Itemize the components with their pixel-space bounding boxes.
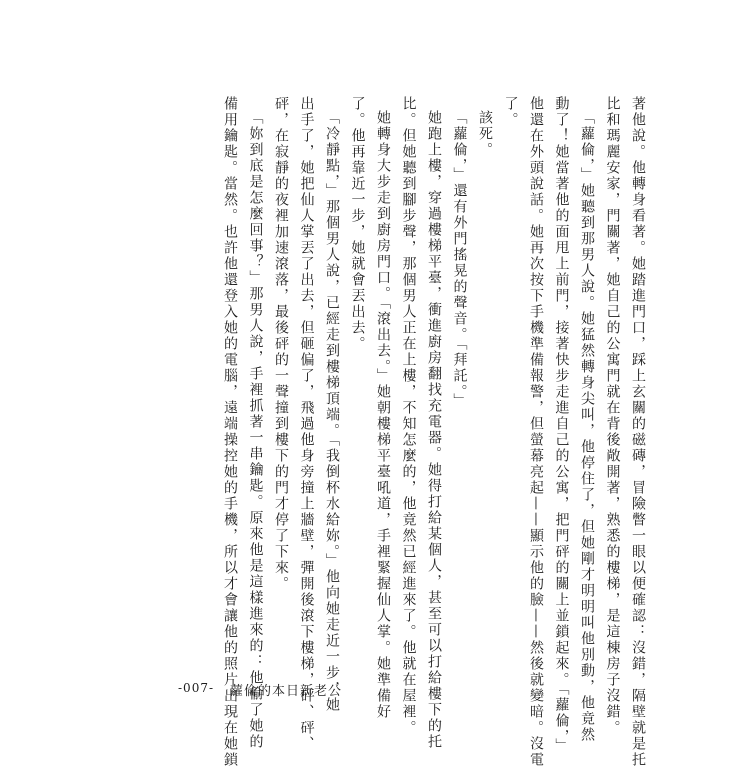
- text-column: 她轉身大步走到廚房門口。「滾出去。」她朝樓梯平臺吼道，手裡緊握仙人掌。她準備好: [375, 110, 391, 720]
- text-column: 「蘿倫，」還有外門搖晃的聲音。「拜託。」: [451, 110, 468, 409]
- text-column: 她跑上樓，穿過樓梯平臺，衝進廚房翻找充電器。她得打給某個人，甚至可以打給樓下的托: [426, 110, 442, 750]
- page-number: -007-: [178, 681, 215, 695]
- text-column: 比和瑪麗安家，門關著，她自己的公寓門就在背後敞開著，熟悉的樓梯，是這棟房子沒錯。: [604, 96, 621, 736]
- text-column: 動了！她當著他的面甩上前門，接著快步走進自己的公寓，把門砰的關上並鎖起來。「蘿倫，」: [553, 96, 570, 754]
- text-column: 了。: [502, 96, 519, 128]
- text-column: 備用鑰匙。當然。也許他還登入她的電腦，遠端操控她的手機，所以才會讓他的照片出現在她鎖: [222, 96, 238, 768]
- text-column: 了。他再靠近一步，她就會丟出去。: [349, 96, 366, 352]
- text-column: 「蘿倫，」她聽到那男人說。她猛然轉身尖叫，他停住了，但她剛才明明叫他別動，他竟然: [579, 110, 595, 743]
- text-column: 「妳到底是怎麼回事？」那男人說，手裡抓著一串鑰匙。原來他是這樣進來的：他偷了她的: [247, 110, 264, 750]
- text-column: 比。但她聽到腳步聲，那個男人正在上樓，不知怎麼的，他竟然已經進來了。他就在屋裡。: [400, 96, 417, 736]
- text-column: 他還在外頭說話。她再次按下手機準備報警，但螢幕亮起——顯示他的臉——然後就變暗。沒電: [528, 96, 544, 768]
- text-column: 「冷靜點，」那個男人說，已經走到樓梯頂端。「我倒杯水給妳。」他向她走近一步，她: [324, 110, 340, 713]
- text-column: 出手了，她把仙人掌丟了出去，但砸偏了，飛過他身旁撞上牆壁，彈開後滾下樓梯，砰、砰、: [298, 96, 315, 752]
- text-column: 著他說。他轉身看著。她踏進門口，踩上玄關的磁磚，冒險瞥一眼以便確認：沒錯，隔壁就是托: [630, 96, 646, 768]
- text-column: 砰，在寂靜的夜裡加速滾落，最後砰的一聲撞到樓下的門才停了下來。: [273, 96, 289, 592]
- running-title: 蘿倫的本日新老公: [230, 684, 343, 699]
- text-column: 該死。: [477, 110, 493, 158]
